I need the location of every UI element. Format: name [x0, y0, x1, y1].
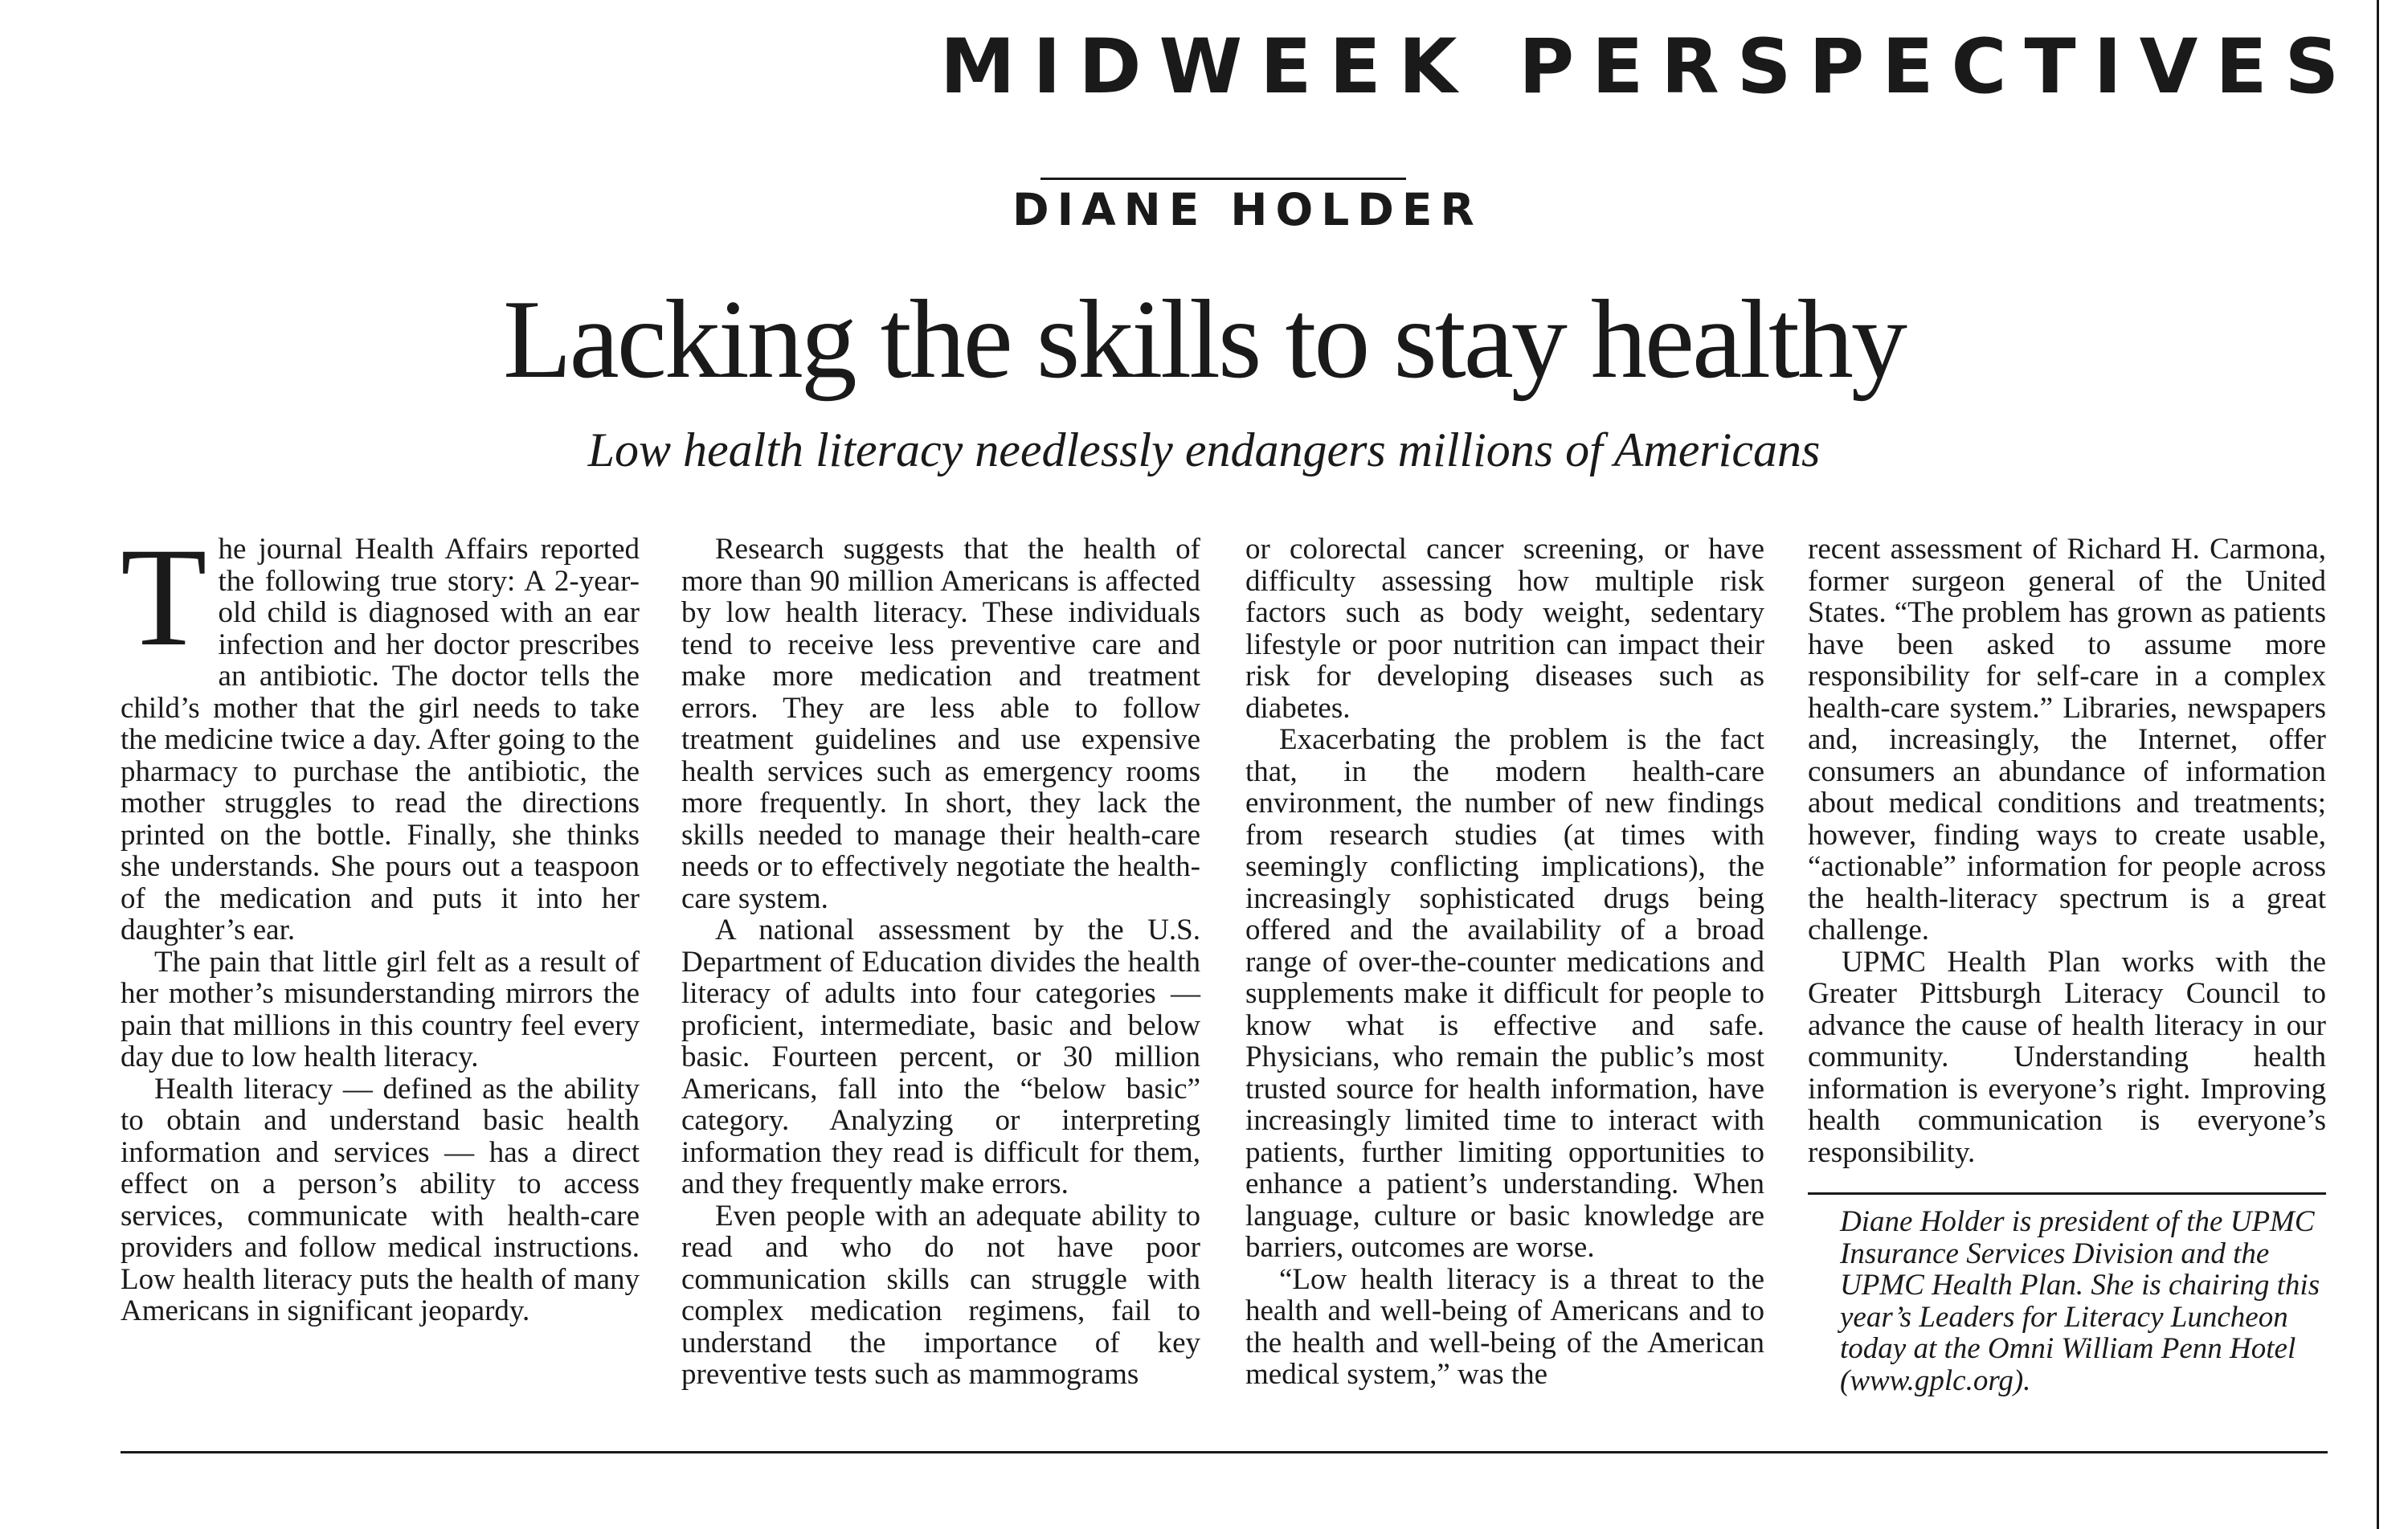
section-title: MIDWEEK PERSPECTIVES: [940, 23, 2357, 111]
headline: Lacking the skills to stay healthy: [503, 277, 1905, 402]
article-paragraph: UPMC Health Plan works with the Greater Pittsburgh Literacy Council to advance the cause of health literacy in our community. Understanding health information is everyone’s right. Improving health communication is everyone’s responsibility.: [1808, 945, 2326, 1169]
article-paragraph: [121, 519, 640, 946]
article-paragraph: or colorectal cancer screening, or have difficulty assessing how multiple risk factors such as body weight, sedentary lifestyle or poor nutrition can impact their risk for developing diseases such as diabetes.: [1245, 533, 1764, 725]
article-column-4: [1808, 534, 2326, 1396]
article-column-1: [121, 519, 640, 1327]
article-paragraph: recent assessment of Richard H. Carmona, former surgeon general of the United States. “The problem has grown as patients have been asked to assume more responsibility for self-care in a complex health-care system.” Libraries, newspapers and, increasingly, the Internet, offer consumers an abundance of information about medical conditions and treatments; however, finding ways to create usable, “actionable” information for people across the health-literacy spectrum is a great challenge.: [1808, 533, 2326, 946]
subheadline: Low health literacy needlessly endangers millions of Americans: [587, 423, 1821, 476]
article-column-3: [1245, 534, 1764, 1391]
article-paragraph: The pain that little girl felt as a result of her mother’s misunderstanding mirrors the pain that millions in this country feel every day due to low health literacy.: [121, 945, 640, 1073]
article-paragraph: Exacerbating the problem is the fact that, in the modern health-care environment, the number of new findings from research studies (at times with seemingly conflicting implications), the increasingly sophisticated drugs being offered and the availability of a broad range of over-the-counter medications and supplements make it difficult for people to know what is effective and safe. Physicians, who remain the public’s most trusted source for health information, have increasingly limited time to interact with patients, further limiting opportunities to enhance a patient’s understanding. When language, culture or basic knowledge are barriers, outcomes are worse.: [1245, 723, 1764, 1264]
author-bio: Diane Holder is president of the UPMC Insurance Services Division and the UPMC Health Plan. She is chairing this year’s Leaders for Literacy Luncheon today at the Omni William Penn Hotel (www.gplc.org).: [1840, 1205, 2320, 1397]
author-byline: DIANE HOLDER: [1012, 184, 1482, 235]
article-column-2: [681, 534, 1200, 1391]
bottom-rule: [121, 1451, 2328, 1453]
drop-cap: T: [121, 519, 207, 676]
paragraph-text: he journal Health Affairs reported the following true story: A 2-year-old child is diagnosed with an ear infection and her doctor prescribes an antibiotic. The doctor tells the child’s mother that the girl needs to take the medicine twice a day. After going to the pharmacy to purchase the antibiotic, the mother struggles to read the directions printed on the bottle. Finally, she thinks she understands. She pours out a teaspoon of the medication and puts it into her daughter’s ear.: [121, 533, 640, 946]
article-paragraph: Research suggests that the health of more than 90 million Americans is affected by low health literacy. These individuals tend to receive less preventive care and make more medication and treatment errors. They are less able to follow treatment guidelines and use expensive health services such as emergency rooms more frequently. In short, they lack the skills needed to manage their health-care needs or to effectively negotiate the health-care system.: [681, 533, 1200, 915]
article-paragraph: Even people with an adequate ability to read and who do not have poor communication skills can struggle with complex medication regimens, fail to understand the importance of key preventive tests such as mammograms: [681, 1199, 1200, 1391]
article-paragraph: “Low health literacy is a threat to the health and well-being of Americans and to the health and well-being of the American medical system,” was the: [1245, 1262, 1764, 1391]
bio-divider: [1808, 1192, 2326, 1195]
article-paragraph: A national assessment by the U.S. Department of Education divides the health literacy of adults into four categories — proficient, intermediate, basic and below basic. Fourteen percent, or 30 million Americans, fall into the “below basic” category. Analyzing or interpreting information they read is difficult for them, and they frequently make errors.: [681, 914, 1200, 1200]
article-paragraph: Health literacy — defined as the ability to obtain and understand basic health information and services — has a direct effect on a person’s ability to access services, communicate with health-care providers and follow medical instructions. Low health literacy puts the health of many Americans in significant jeopardy.: [121, 1072, 640, 1327]
page-edge-rule: [2377, 0, 2379, 1529]
byline-rule: [1040, 178, 1406, 180]
